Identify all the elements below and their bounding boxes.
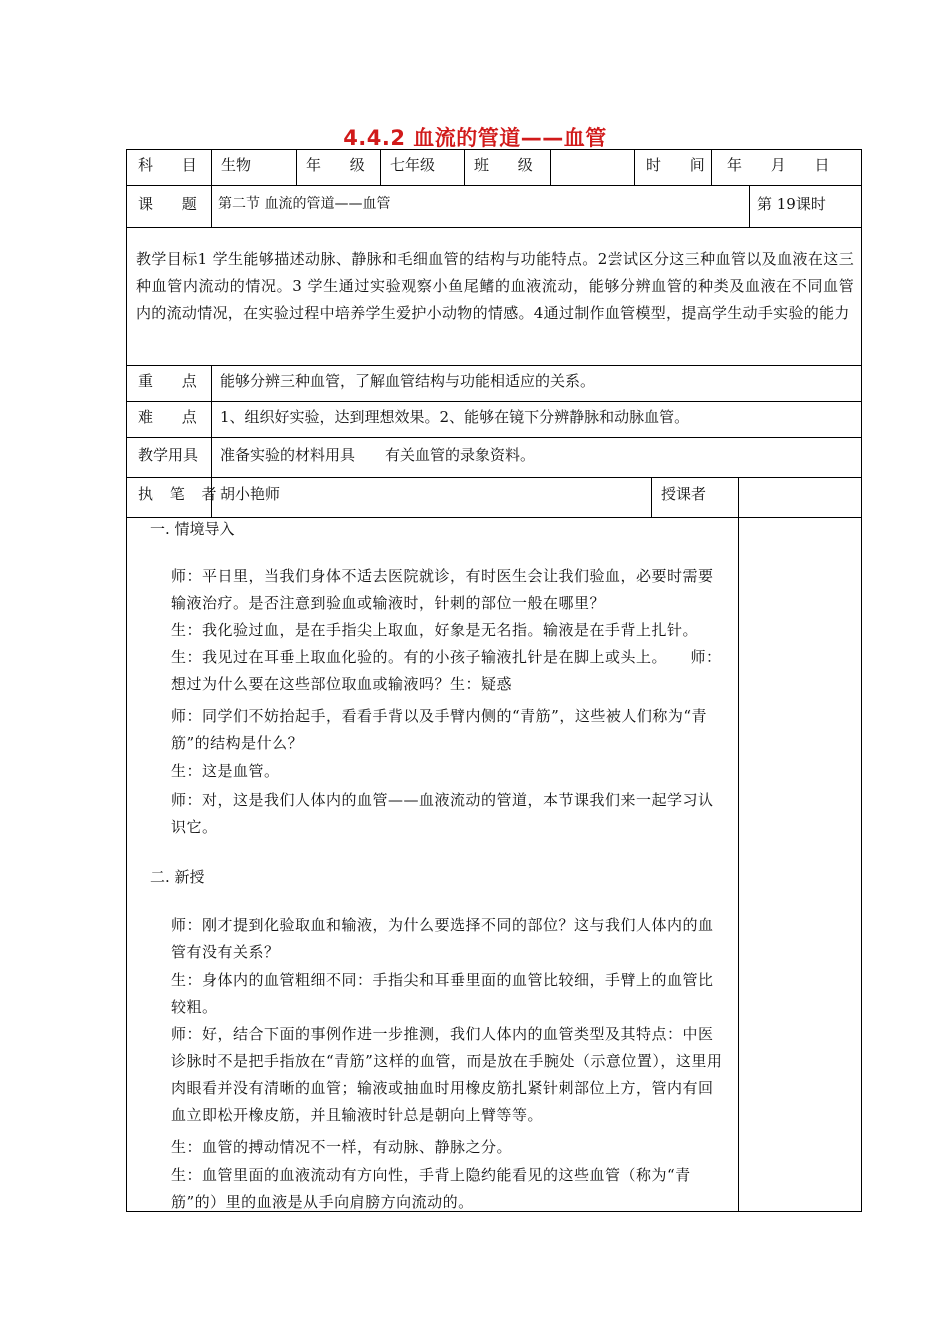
difficulty-label: 难 点 xyxy=(138,408,209,426)
column-divider xyxy=(464,149,465,185)
author-value: 胡小艳师 xyxy=(220,485,281,503)
dialogue-paragraph: 生：血管的搏动情况不一样，有动脉、静脉之分。 xyxy=(171,1138,513,1156)
column-divider xyxy=(211,185,212,227)
subject-value: 生物 xyxy=(221,156,252,174)
teaching-objectives: 教学目标1 学生能够描述动脉、静脉和毛细血管的结构与功能特点。2尝试区分这三种血管以及血液在这三种血管内流动的情况。3 学生通过实验观察小鱼尾鳍的血液流动，能够分辨血管的种类及血液在不同血管内的流动情况，在实验过程中培养学生爱护小动物的情感。4通过制作血管模型，提高学生动手实验的能力 xyxy=(136,250,854,322)
time-value: 年 月 日 xyxy=(727,156,842,174)
key-point-label: 重 点 xyxy=(138,372,209,390)
grade-value: 七年级 xyxy=(390,156,436,174)
column-divider xyxy=(738,477,739,1212)
column-divider xyxy=(211,365,212,477)
dialogue-paragraph: 师：对，这是我们人体内的血管——血液流动的管道，本节课我们来一起学习认识它。 xyxy=(171,791,714,836)
grade-label: 年 级 xyxy=(306,156,377,174)
section-heading: 一. 情境导入 xyxy=(150,520,235,538)
column-divider xyxy=(634,149,635,185)
dialogue-paragraph: 生：我化验过血，是在手指尖上取血，好象是无名指。输液是在手背上扎针。生：我见过在耳垂上取血化验的。有的小孩子输液扎针是在脚上或头上。 师：想过为什么要在这些部位取血或输液吗？生：疑惑 xyxy=(171,621,722,693)
column-divider xyxy=(380,149,381,185)
column-divider xyxy=(296,149,297,185)
teaching-tools-label: 教学用具 xyxy=(138,446,199,464)
subject-label: 科 目 xyxy=(138,156,209,174)
difficulty-value: 1、组织好实验，达到理想效果。2、能够在镜下分辨静脉和动脉血管。 xyxy=(220,408,690,426)
document-title: 4.4.2 血流的管道——血管 xyxy=(343,126,607,150)
dialogue-paragraph: 师：刚才提到化验取血和输液，为什么要选择不同的部位？这与我们人体内的血管有没有关系？ xyxy=(171,916,714,961)
dialogue-paragraph: 生：这是血管。 xyxy=(171,762,280,780)
row-divider xyxy=(126,401,862,402)
dialogue-paragraph: 师：好，结合下面的事例作进一步推测，我们人体内的血管类型及其特点：中医诊脉时不是把手指放在“青筋”这样的血管，而是放在手腕处（示意位置），这里用肉眼看并没有清晰的血管；输液或抽血时用橡皮筋扎紧针刺部位上方，管内有回血立即松开橡皮筋，并且输液时针总是朝向上臂等等。 xyxy=(171,1025,723,1124)
class-label: 班 级 xyxy=(474,156,545,174)
time-label: 时 间 xyxy=(646,156,717,174)
section-heading: 二. 新授 xyxy=(150,868,205,886)
author-label: 执 笔 者 xyxy=(138,485,223,503)
teaching-tools-value: 准备实验的材料用具 有关血管的录象资料。 xyxy=(220,446,536,464)
row-divider xyxy=(126,185,862,186)
topic-value: 第二节 血流的管道——血管 xyxy=(218,196,391,212)
column-divider xyxy=(211,149,212,185)
row-divider xyxy=(126,437,862,438)
column-divider xyxy=(651,477,652,517)
lesson-period: 第 19课时 xyxy=(757,195,826,213)
column-divider xyxy=(749,185,750,227)
topic-label: 课 题 xyxy=(138,195,209,213)
key-point-value: 能够分辨三种血管，了解血管结构与功能相适应的关系。 xyxy=(220,372,596,390)
row-divider xyxy=(126,227,862,228)
row-divider xyxy=(126,365,862,366)
column-divider xyxy=(550,149,551,185)
row-divider xyxy=(126,517,862,518)
teacher-label: 授课者 xyxy=(661,485,707,503)
dialogue-paragraph: 师：平日里，当我们身体不适去医院就诊，有时医生会让我们验血，必要时需要输液治疗。是否注意到验血或输液时，针刺的部位一般在哪里？ xyxy=(171,567,714,612)
row-divider xyxy=(126,477,862,478)
dialogue-paragraph: 师：同学们不妨抬起手，看看手背以及手臂内侧的“青筋”，这些被人们称为“青筋”的结构是什么？ xyxy=(171,707,708,752)
dialogue-paragraph: 生：血管里面的血液流动有方向性，手背上隐约能看见的这些血管（称为“青筋”的）里的血液是从手向肩膀方向流动的。 xyxy=(171,1166,691,1211)
dialogue-paragraph: 生：身体内的血管粗细不同：手指尖和耳垂里面的血管比较细，手臂上的血管比较粗。 xyxy=(171,971,714,1016)
